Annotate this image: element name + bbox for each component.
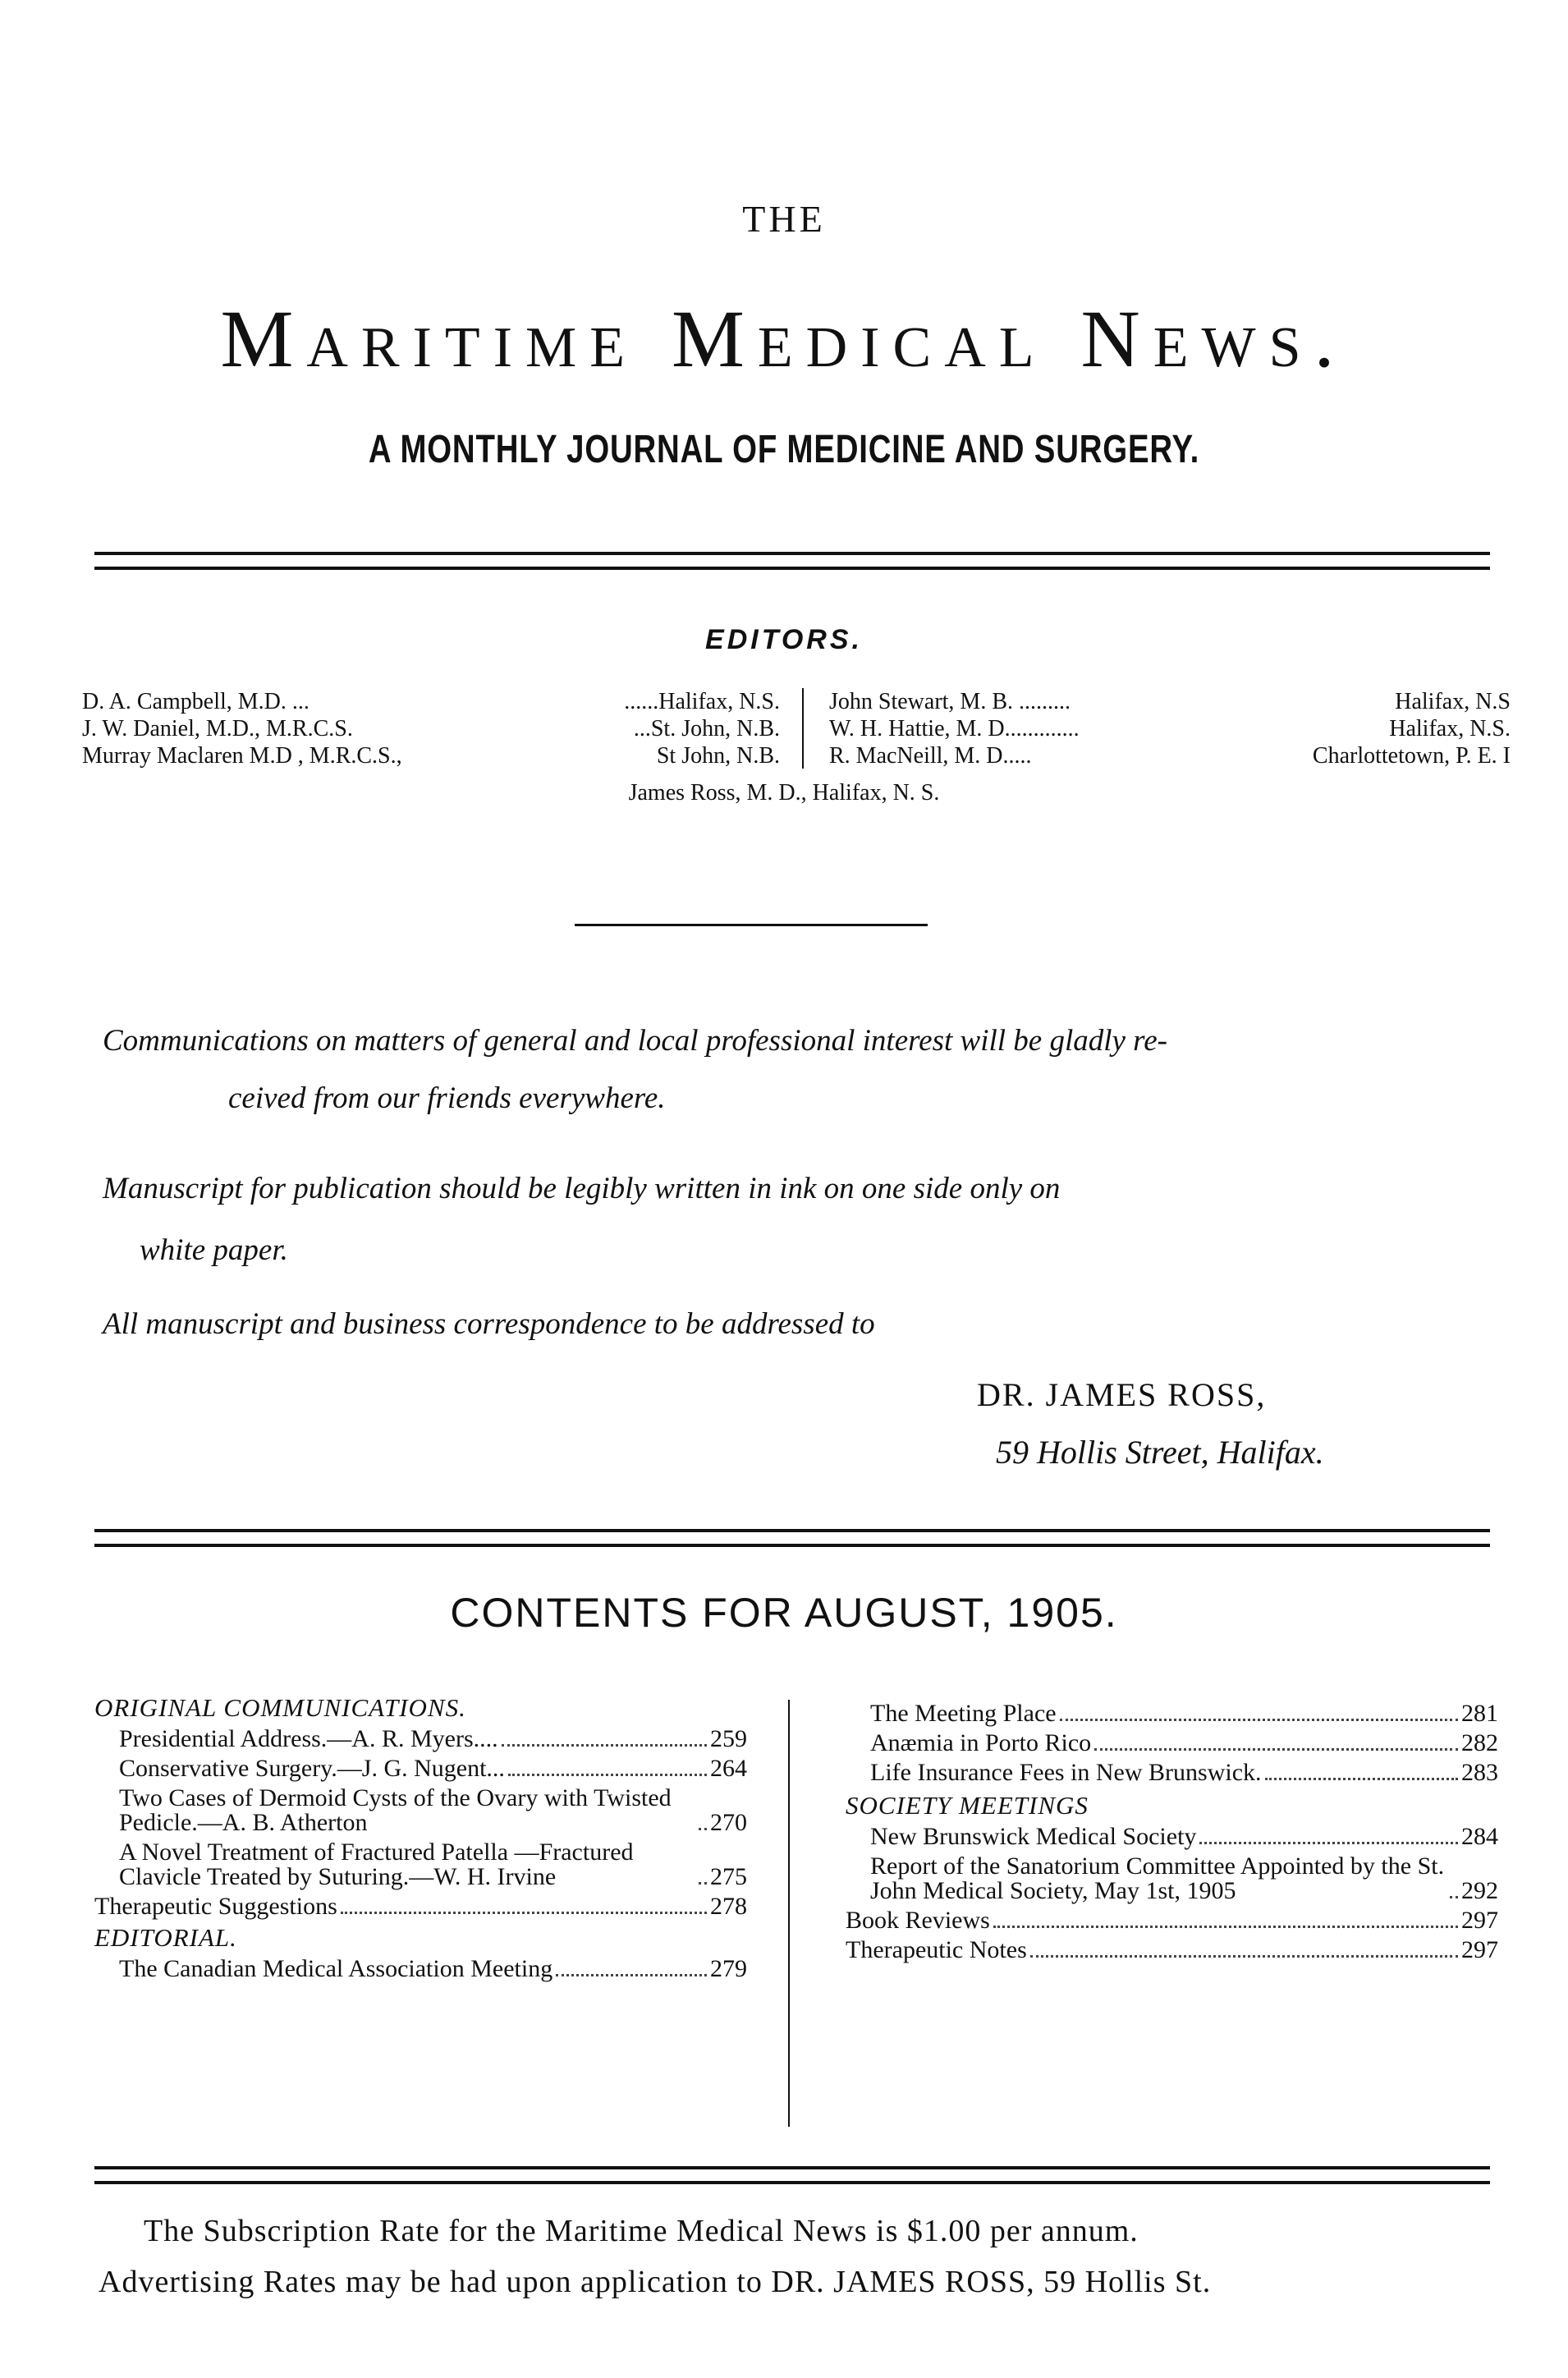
toc-entry [94,1786,747,1835]
editor-last-row: James Ross, M. D., Halifax, N. S. [628,780,940,806]
toc-entry [94,1756,747,1781]
editors-heading: EDITORS. [705,624,863,655]
toc-entry-title: Life Insurance Fees in New Brunswick. [870,1759,1262,1786]
editor-place: Halifax, N.S. [1389,716,1511,741]
toc-entry [846,1731,1498,1756]
toc-entry [94,1957,747,1981]
toc-section-heading: ORIGINAL COMMUNICATIONS. [94,1693,466,1722]
leader-dots [1450,1896,1458,1898]
leader-dots [1094,1748,1458,1751]
toc-entry-page: 281 [1461,1700,1498,1727]
editors-right-column [829,688,1511,769]
correspondence-address: 59 Hollis Street, Halifax. [996,1434,1324,1471]
editor-place: Halifax, N.S [1395,689,1511,714]
toc-entry-title: The Meeting Place [870,1700,1057,1727]
editor-row [829,742,1511,769]
notice-communications: Communications on matters of general and local professional interest will be gladly re- [103,1024,1167,1058]
toc-left-column [94,1693,747,1986]
editor-place: St John, N.B. [656,743,780,769]
toc-entry-page: 270 [710,1809,747,1836]
leader-dots [1060,1719,1458,1721]
editor-place: ......Halifax, N.S. [624,689,780,714]
leader-dots [1265,1778,1458,1780]
editor-name: Murray Maclaren M.D , M.R.C.S., [82,743,402,769]
leader-dots [699,1882,707,1884]
notice-manuscript: Manuscript for publication should be legibly written in ink on one side only on [103,1172,1061,1205]
toc-entry-title: The Canadian Medical Association Meeting [119,1955,553,1982]
leader-dots [1199,1842,1458,1844]
toc-section-heading: EDITORIAL. [94,1923,237,1952]
editor-name: J. W. Daniel, M.D., M.R.C.S. [82,716,353,741]
toc-entry-title: Anæmia in Porto Rico [870,1729,1092,1756]
toc-entry-page: 283 [1461,1759,1498,1786]
editor-row [82,742,780,769]
leader-dots [1030,1955,1458,1958]
toc-entry-page: 264 [710,1755,747,1782]
toc-entry-page: 284 [1461,1823,1498,1850]
toc-entry [94,1727,747,1751]
toc-entry [846,1854,1498,1903]
toc-entry-page: 292 [1461,1877,1498,1904]
editor-name: D. A. Campbell, M.D. ... [82,689,309,714]
toc-divider [788,1700,790,2127]
editor-row [82,688,780,715]
toc-entry [846,1908,1498,1933]
toc-entry-page: 278 [710,1893,747,1920]
toc-entry [846,1701,1498,1726]
short-rule [575,924,928,926]
toc-entry-title: Presidential Address.—A. R. Myers.... [119,1725,498,1752]
editor-place: Charlottetown, P. E. I [1312,743,1511,769]
leader-dots [502,1744,707,1747]
leader-dots [993,1926,1458,1928]
leader-dots [508,1774,707,1776]
editor-name: W. H. Hattie, M. D............. [829,716,1080,741]
toc-entry-page: 275 [710,1863,747,1890]
toc-right-column [846,1701,1498,1967]
toc-entry-page: 297 [1461,1907,1498,1934]
toc-entry [846,1938,1498,1963]
leader-dots [556,1974,707,1976]
toc-entry-page: 279 [710,1955,747,1982]
double-rule-middle [94,1529,1490,1547]
correspondence-name: DR. JAMES ROSS, [977,1376,1267,1413]
editor-row [829,688,1511,715]
editors-divider [802,688,804,769]
toc-entry [94,1894,747,1919]
toc-entry-title: Book Reviews [846,1907,990,1934]
toc-entry-title: Conservative Surgery.—J. G. Nugent... [119,1755,505,1782]
toc-entry [94,1840,747,1889]
toc-entry-title: Two Cases of Dermoid Cysts of the Ovary with Twisted Pedicle.—A. B. Atherton [119,1784,672,1836]
notice-correspondence: All manuscript and business correspondence to be addressed to [103,1307,875,1341]
editor-name: John Stewart, M. B. ......... [829,689,1071,714]
toc-entry-title: Therapeutic Suggestions [94,1893,337,1920]
toc-entry-page: 259 [710,1725,747,1752]
toc-entry-page: 297 [1461,1936,1498,1963]
journal-subtitle: A MONTHLY JOURNAL OF MEDICINE AND SURGERY. [368,428,1200,471]
double-rule-top [94,552,1490,570]
masthead-the: THE [742,198,826,240]
leader-dots [699,1828,707,1830]
toc-entry [846,1825,1498,1849]
toc-entry-title: New Brunswick Medical Society [870,1823,1197,1850]
toc-entry-title: Therapeutic Notes [846,1936,1027,1963]
toc-section-heading: SOCIETY MEETINGS [846,1791,1089,1820]
toc-entry [846,1761,1498,1785]
notice-communications-cont: ceived from our friends everywhere. [228,1081,666,1115]
subscription-rate: The Subscription Rate for the Maritime Medical News is $1.00 per annum. [144,2214,1139,2248]
double-rule-bottom [94,2166,1490,2184]
editor-row [82,715,780,742]
editors-left-column [82,688,780,769]
leader-dots [341,1912,707,1914]
editor-name: R. MacNeill, M. D..... [829,743,1032,769]
toc-entry-title: Report of the Sanatorium Committee Appointed by the St. John Medical Society, May 1st, 1905 [870,1852,1445,1904]
toc-entry-title: A Novel Treatment of Fractured Patella —Fractured Clavicle Treated by Suturing.—W. H. Irvine [119,1839,634,1890]
editor-row [829,715,1511,742]
advertising-rates: Advertising Rates may be had upon application to DR. JAMES ROSS, 59 Hollis St. [99,2265,1212,2299]
notice-manuscript-cont: white paper. [140,1233,288,1267]
toc-entry-page: 282 [1461,1729,1498,1756]
journal-title: Maritime Medical News. [220,293,1348,384]
contents-heading: CONTENTS FOR AUGUST, 1905. [450,1590,1118,1636]
editor-place: ...St. John, N.B. [633,716,780,741]
